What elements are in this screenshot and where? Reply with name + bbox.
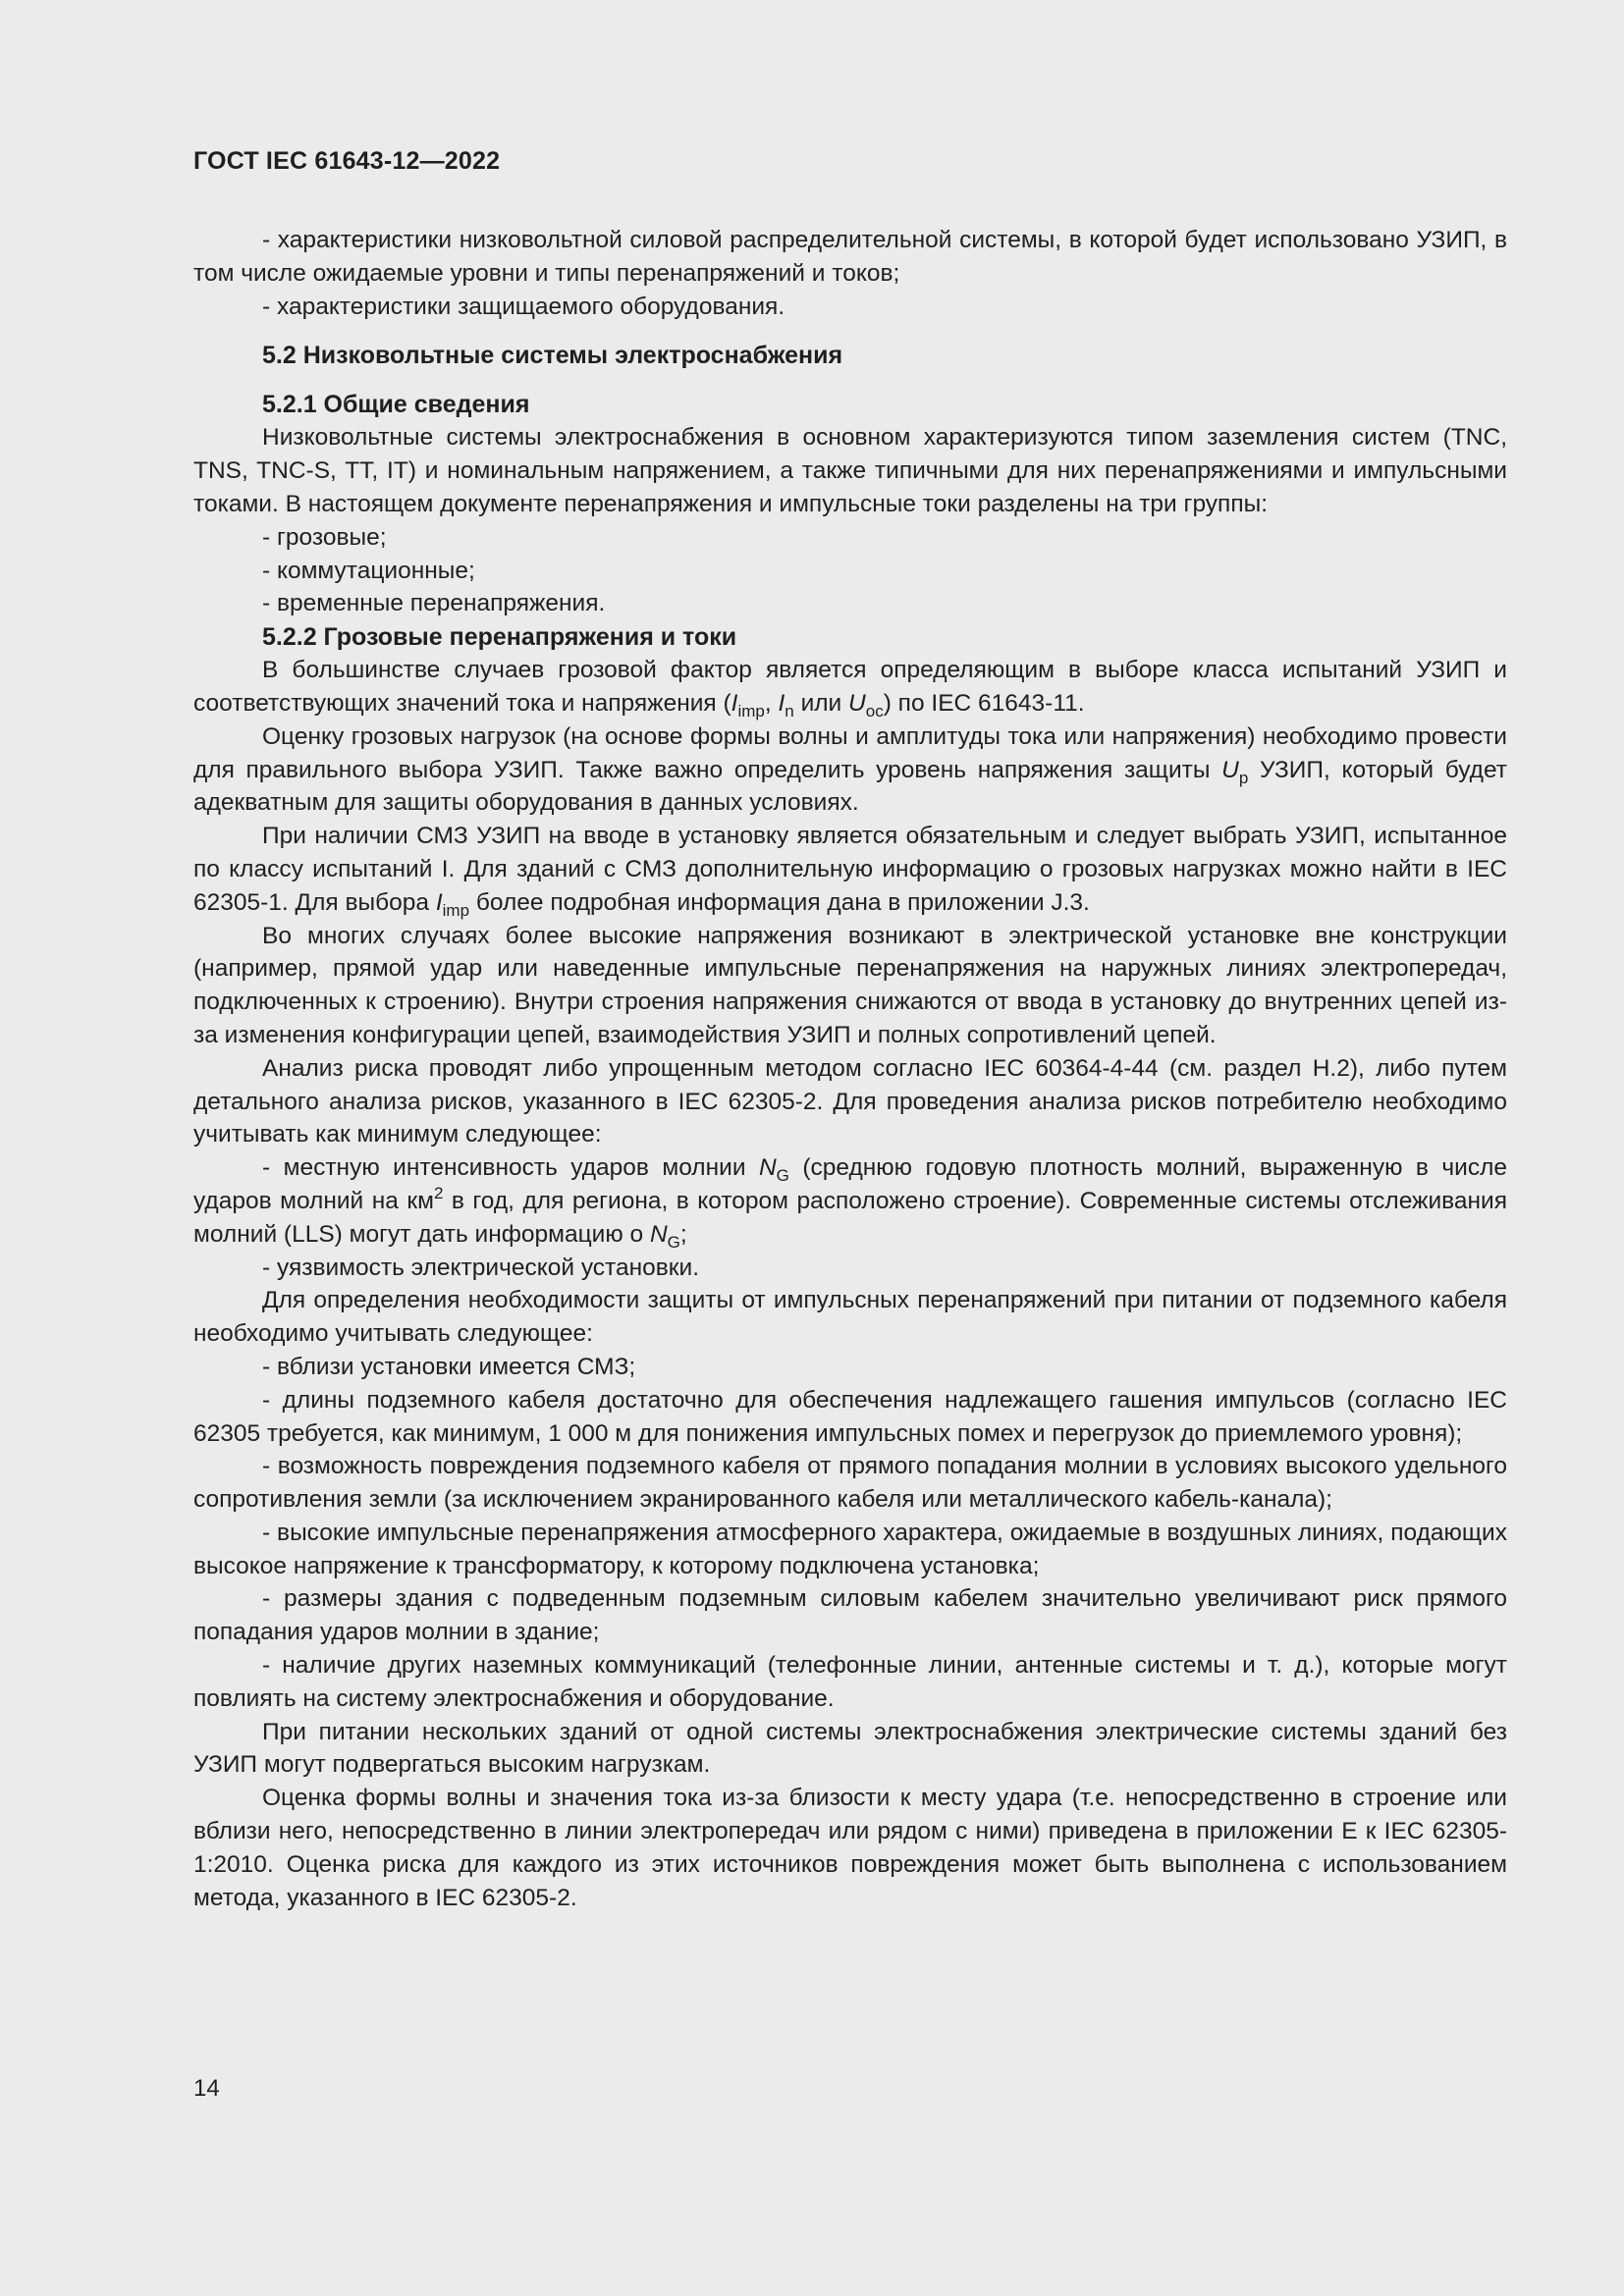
section-heading-5-2: 5.2 Низковольтные системы электроснабжения	[262, 342, 843, 370]
paragraph: Оценка формы волны и значения тока из-за близости к месту удара (т.е. непосредственно в строение или вблизи него, непосредственно в линии электропередач или рядом с ними) приведена в приложении Е к IEC 62305-1:2010. Оценка риска для каждого из этих источников повреждения может быть выполнена с использованием метода, указанного в IEC 62305-2.	[193, 1785, 1507, 1911]
list-item: - временные перенапряжения.	[262, 590, 606, 617]
page-number: 14	[193, 2075, 220, 2102]
list-item: - коммутационные;	[262, 557, 475, 584]
section-heading-5-2-2: 5.2.2 Грозовые перенапряжения и токи	[262, 623, 737, 652]
paragraph: При питании нескольких зданий от одной системы электроснабжения электрические системы зданий без УЗИП могут подвергаться высоким нагрузкам.	[193, 1718, 1507, 1779]
list-item: - местную интенсивность ударов молнии $N_G$ (среднюю годовую плотность молний, выраженную в числе ударов молний на $км^2$ в год, для региона, в котором расположено строение). Современные системы отслеживания молний (LLS) могут дать информацию о $N_G$;	[193, 1154, 1508, 1252]
section-heading-5-2-1: 5.2.1 Общие сведения	[262, 391, 530, 419]
document-header: ГОСТ IEC 61643-12—2022	[193, 147, 501, 175]
list-item: - возможность повреждения подземного кабеля от прямого попадания молнии в условиях высокого удельного сопротивления земли (за исключением экранированного кабеля или металлического кабель-канала);	[193, 1453, 1507, 1514]
list-item: - длины подземного кабеля достаточно для обеспечения надлежащего гашения импульсов (согласно IEC 62305 требуется, как минимум, 1 000 м для понижения импульсных помех и перегрузок до приемлемого уровня);	[193, 1386, 1507, 1447]
paragraph: Для определения необходимости защиты от импульсных перенапряжений при питании от подземного кабеля необходимо учитывать следующее:	[193, 1287, 1507, 1348]
list-item: - характеристики защищаемого оборудования.	[262, 293, 785, 320]
paragraph: Анализ риска проводят либо упрощенным методом согласно IEC 60364-4-44 (см. раздел Н.2), либо путем детального анализа рисков, указанного в IEC 62305-2. Для проведения анализа рисков потребителю необходимо учитывать как минимум следующее:	[193, 1054, 1507, 1148]
paragraph: При наличии СМЗ УЗИП на вводе в установку является обязательным и следует выбрать УЗИП, испытанное по классу испытаний I. Для зданий с СМЗ дополнительную информацию о грозовых нагрузках можно найти в IEC 62305-1. Для выбора $I_{imp}$ более подробная информация дана в приложении J.3.	[193, 823, 1507, 920]
list-item: - наличие других наземных коммуникаций (телефонные линии, антенные системы и т. д.), которые могут повлиять на систему электроснабжения и оборудование.	[193, 1652, 1507, 1712]
document-body	[193, 224, 1507, 1914]
paragraph: Во многих случаях более высокие напряжения возникают в электрической установке вне конструкции (например, прямой удар или наведенные импульсные перенапряжения на наружных линиях электропередач, подключенных к строению). Внутри строения напряжения снижаются от ввода в установку до внутренних цепей из-за изменения конфигурации цепей, взаимодействия УЗИП и полных сопротивлений цепей.	[193, 922, 1507, 1048]
list-item: - высокие импульсные перенапряжения атмосферного характера, ожидаемые в воздушных линиях, подающих высокое напряжение к трансформатору, к которому подключена установка;	[193, 1519, 1507, 1579]
paragraph: В большинстве случаев грозовой фактор является определяющим в выборе класса испытаний УЗИП и соответствующих значений тока и напряжения ($I_{imp}$, $I_n$ или $U_{oc}$) по IEC 61643-11.	[193, 657, 1507, 721]
list-item: - уязвимость электрической установки.	[262, 1254, 699, 1281]
list-item: - характеристики низковольтной силовой распределительной системы, в которой будет использовано УЗИП, в том числе ожидаемые уровни и типы перенапряжений и токов;	[193, 227, 1507, 287]
list-item: - размеры здания с подведенным подземным силовым кабелем значительно увеличивают риск прямого попадания ударов молнии в здание;	[193, 1585, 1507, 1646]
list-item: - грозовые;	[262, 523, 387, 551]
list-item: - вблизи установки имеется СМЗ;	[262, 1353, 636, 1380]
paragraph: Оценку грозовых нагрузок (на основе формы волны и амплитуды тока или напряжения) необходимо провести для правильного выбора УЗИП. Также важно определить уровень напряжения защиты $U_p$ УЗИП, который будет адекватным для защиты оборудования в данных условиях.	[193, 722, 1507, 817]
paragraph: Низковольтные системы электроснабжения в основном характеризуются типом заземления систем (TNC, TNS, TNC-S, TT, IT) и номинальным напряжением, а также типичными для них перенапряжениями и импульсными токами. В настоящем документе перенапряжения и импульсные токи разделены на три группы:	[193, 424, 1507, 517]
